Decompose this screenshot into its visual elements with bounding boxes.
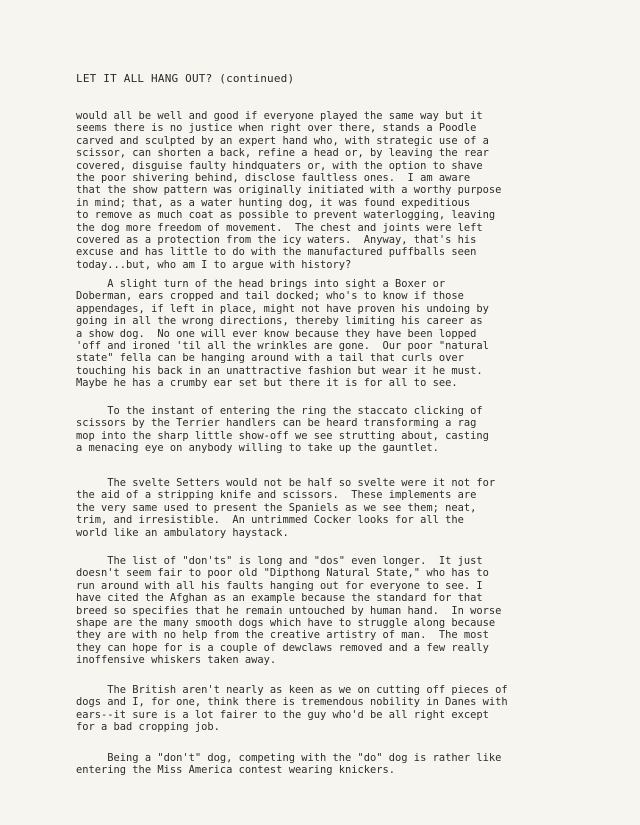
text-line: for a bad cropping job. [76, 721, 220, 734]
text-line: going in all the wrong directions, thereby limiting his career as [76, 315, 483, 328]
text-line: the poor shivering behind, disclose faultless ones. I am aware [76, 172, 471, 185]
text-line: doesn't seem fair to poor old "Dipthong Natural State," who has to [76, 567, 489, 580]
text-line: entering the Miss America contest wearing knickers. [76, 764, 396, 777]
text-line: The svelte Setters would not be half so svelte were it not for [76, 477, 496, 489]
text-line: a show dog. No one will ever know because they have been lopped [76, 327, 477, 340]
text-line: covered, disguise faulty hindquaters or, with the option to shave [76, 159, 483, 172]
paragraph-4 [76, 477, 596, 539]
text-line: covered as a protection from the icy waters. Anyway, that's his [76, 234, 477, 247]
text-line: the very same used to present the Spaniels as we see them; neat, [76, 501, 477, 514]
paragraph-7 [76, 752, 596, 777]
paragraph-1 [76, 110, 596, 271]
text-line: breed so specifies that he remain untouched by human hand. In worse [76, 604, 502, 617]
text-line: touching his back in an unattractive fashion but wear it he must. [76, 364, 483, 377]
text-line: state" fella can be hanging around with a tail that curls over [76, 352, 464, 365]
text-line: appendages, if left in place, might not have proven his undoing by [76, 302, 489, 315]
text-line: a menacing eye on anybody willing to take up the gauntlet. [76, 442, 439, 455]
text-line: have cited the Afghan as an example because the standard for that [76, 592, 483, 605]
text-line: A slight turn of the head brings into sight a Boxer or [76, 278, 446, 290]
text-line: world like an ambulatory haystack. [76, 526, 289, 539]
text-line: the aid of a stripping knife and scissors. These implements are [76, 489, 477, 502]
text-line: The list of "don'ts" is long and "dos" even longer. It just [76, 555, 483, 567]
text-line: in mind; that, as a water hunting dog, it was found expeditious [76, 196, 471, 209]
text-line: run around with all his faults hanging out for everyone to see. I [76, 579, 483, 592]
text-line: Maybe he has a crumby ear set but there it is for all to see. [76, 377, 458, 390]
text-line: shape are the many smooth dogs which have to struggle along because [76, 617, 496, 630]
text-line: The British aren't nearly as keen as we on cutting off pieces of [76, 684, 508, 696]
text-line: they are with no help from the creative artistry of man. The most [76, 629, 489, 642]
text-line: mop into the sharp little show-off we see strutting about, casting [76, 429, 489, 442]
text-line: scissor, can shorten a back, refine a head or, by leaving the rear [76, 147, 489, 160]
text-line: excuse and has little to do with the manufactured puffballs seen [76, 246, 477, 259]
text-line: that the show pattern was originally initiated with a worthy purpose [76, 184, 502, 197]
text-line: scissors by the Terrier handlers can be heard transforming a rag [76, 417, 477, 430]
text-line: the dog more freedom of movement. The chest and joints were left [76, 221, 483, 234]
text-line: To the instant of entering the ring the staccato clicking of [76, 405, 483, 417]
paragraph-6 [76, 684, 596, 734]
paragraph-5 [76, 555, 596, 667]
text-line: 'off and ironed 'til all the wrinkles are gone. Our poor "natural [76, 340, 489, 353]
text-line: today...but, who am I to argue with history? [76, 258, 352, 271]
text-line: to remove as much coat as possible to prevent waterlogging, leaving [76, 209, 496, 222]
page-heading: LET IT ALL HANG OUT? (continued) [76, 72, 295, 85]
text-line: dogs and I, for one, think there is tremendous nobility in Danes with [76, 696, 508, 709]
text-line: ears--it sure is a lot fairer to the guy who'd be all right except [76, 708, 489, 721]
paragraph-2 [76, 278, 596, 390]
text-line: Doberman, ears cropped and tail docked; who's to know if those [76, 290, 464, 303]
text-line: they can hope for is a couple of dewclaws removed and a few really [76, 641, 489, 654]
text-line: Being a "don't" dog, competing with the "do" dog is rather like [76, 752, 502, 764]
text-line: seems there is no justice when right over there, stands a Poodle [76, 122, 477, 135]
paragraph-3 [76, 405, 596, 455]
text-line: inoffensive whiskers taken away. [76, 654, 277, 667]
text-line: trim, and irresistible. An untrimmed Cocker looks for all the [76, 514, 464, 527]
text-line: carved and sculpted by an expert hand who, with strategic use of a [76, 134, 489, 147]
text-line: would all be well and good if everyone played the same way but it [76, 110, 483, 122]
